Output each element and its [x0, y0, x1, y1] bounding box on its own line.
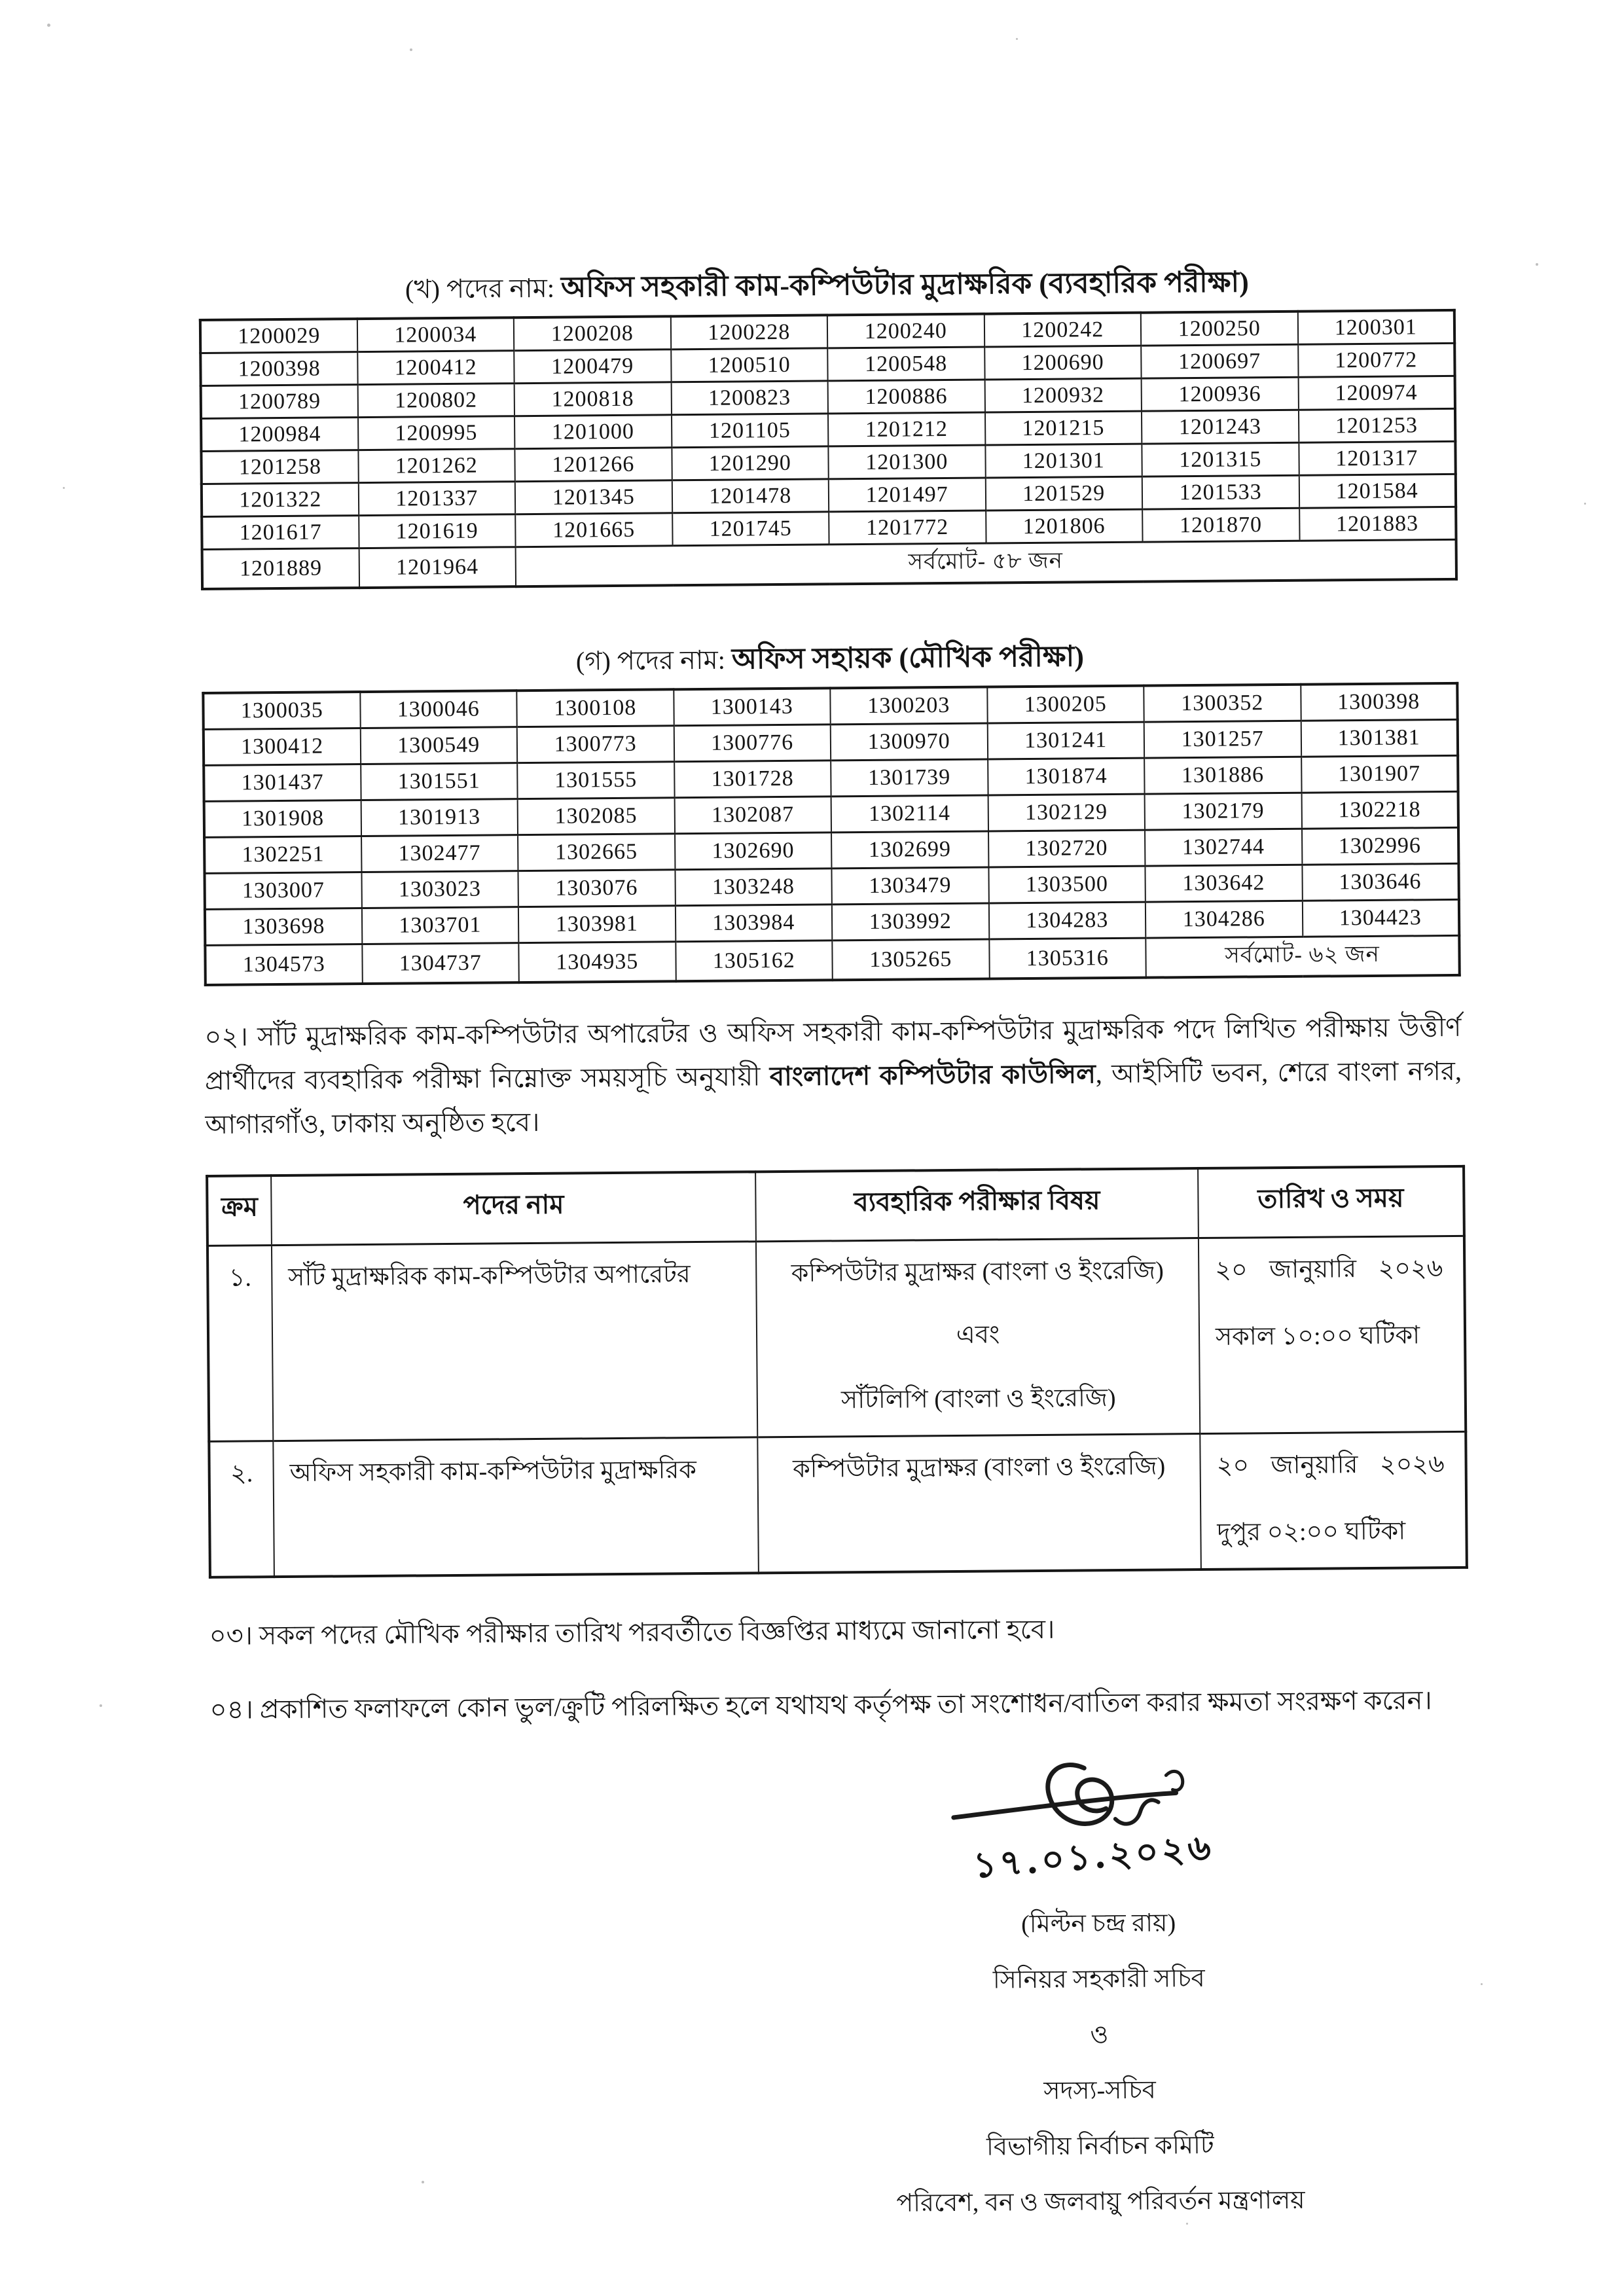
- roll-cell: 1200886: [828, 380, 985, 414]
- roll-cell: 1305265: [832, 939, 989, 980]
- schedule-2-serial: ২.: [209, 1441, 274, 1577]
- roll-cell: 1200818: [514, 382, 672, 416]
- roll-cell: 1201665: [515, 513, 672, 547]
- roll-cell: 1300773: [517, 726, 674, 763]
- roll-cell: 1302996: [1301, 827, 1458, 865]
- roll-cell: 1201317: [1299, 441, 1456, 475]
- paragraph-04: ০৪। প্রকাশিত ফলাফলে কোন ভুল/ক্রুটি পরিলক্ষিত হলে যথাযথ কর্তৃপক্ষ তা সংশোধন/বাতিল করার ক্ষমতা সংরক্ষণ করেন।: [209, 1685, 1432, 1725]
- roll-cell: 1303642: [1145, 865, 1302, 902]
- roll-cell: 1200398: [200, 352, 357, 386]
- roll-cell: 1201889: [202, 548, 359, 589]
- roll-cell: 1303698: [205, 908, 362, 946]
- roll-cell: 1201533: [1142, 475, 1299, 509]
- schedule-row-1: [208, 1236, 1466, 1441]
- roll-cell: 1200479: [514, 350, 671, 384]
- speck: [1584, 503, 1586, 505]
- roll-cell: 1200029: [200, 319, 357, 353]
- roll-cell: 1305316: [989, 938, 1146, 978]
- schedule-1-post: সাঁট মুদ্রাক্ষরিক কাম-কম্পিউটার অপারেটর: [272, 1241, 757, 1441]
- roll-cell: 1201300: [828, 445, 985, 479]
- roll-cell: 1200034: [357, 317, 514, 351]
- roll-cell: 1302087: [674, 797, 831, 834]
- roll-cell: 1301886: [1144, 757, 1301, 794]
- roll-cell: 1304286: [1146, 901, 1303, 938]
- roll-cell: 1303500: [988, 866, 1146, 903]
- roll-cell: 1200240: [827, 314, 984, 348]
- schedule-row-2: [209, 1431, 1467, 1577]
- roll-cell: 1200228: [670, 315, 827, 349]
- schedule-table: [206, 1164, 1468, 1578]
- roll-cell: 1302179: [1145, 793, 1302, 830]
- roll-cell: 1303981: [518, 906, 676, 943]
- schedule-1-time: সকাল ১০:০০ ঘটিকা: [1215, 1321, 1420, 1351]
- paragraph-02-text: ০২। সাঁট মুদ্রাক্ষরিক কাম-কম্পিউটার অপারেটর ও অফিস সহকারী কাম-কম্পিউটার মুদ্রাক্ষরিক পদে লিখিত পরীক্ষায় উত্তীর্ণ প্রার্থীদের ব্যবহারিক পরীক্ষা নিম্নোক্ত সময়সূচি অনুযায়ী: [204, 1012, 1462, 1096]
- signer-conjunction: ও: [1090, 2021, 1109, 2049]
- roll-cell: 1200208: [514, 316, 671, 350]
- roll-cell: 1302744: [1145, 829, 1302, 866]
- roll-cell: 1200301: [1297, 310, 1454, 344]
- signer-ministry: পরিবেশ, বন ও জলবায়ু পরিবর্তন মন্ত্রণালয়: [896, 2186, 1305, 2217]
- section-ga-title-prefix: (গ) পদের নাম:: [575, 645, 732, 676]
- roll-cell: 1301908: [204, 800, 361, 838]
- roll-cell: 1200772: [1298, 343, 1455, 377]
- schedule-2-subject-line1: কম্পিউটার মুদ্রাক্ষর (বাংলা ও ইংরেজি): [792, 1452, 1166, 1483]
- speck: [63, 487, 65, 489]
- roll-cell: 1302129: [988, 794, 1145, 831]
- roll-cell: 1201806: [986, 509, 1143, 543]
- roll-cell: 1201105: [672, 414, 829, 448]
- schedule-1-serial: ১.: [208, 1245, 273, 1441]
- schedule-1-datetime: [1199, 1236, 1466, 1433]
- roll-cell: 1301381: [1301, 719, 1458, 757]
- roll-cell: 1303479: [831, 867, 988, 905]
- roll-cell: 1304423: [1302, 899, 1459, 937]
- schedule-1-subject-line3: সাঁটলিপি (বাংলা ও ইংরেজি): [840, 1384, 1116, 1414]
- roll-cell: 1302665: [518, 834, 675, 871]
- roll-cell: 1303248: [675, 869, 832, 906]
- roll-cell: 1301437: [204, 764, 361, 802]
- handwritten-date: ১৭.০১.২০২৬: [971, 1825, 1216, 1886]
- schedule-header-row: [207, 1166, 1464, 1246]
- roll-cell: 1201258: [201, 450, 358, 484]
- roll-cell: 1201619: [359, 514, 516, 548]
- roll-cell: 1302699: [831, 831, 988, 869]
- roll-cell: 1200412: [357, 351, 514, 385]
- roll-cell: 1201617: [202, 516, 359, 550]
- total-cell: সর্বমোট- ৬২ জন: [1146, 935, 1459, 977]
- speck: [99, 1704, 102, 1707]
- roll-cell: 1301907: [1301, 755, 1458, 793]
- roll-cell: 1200548: [827, 347, 984, 381]
- roll-cell: 1301257: [1144, 721, 1301, 758]
- section-ga-title: [202, 636, 1458, 681]
- speck: [1481, 1983, 1483, 1985]
- roll-cell: 1200984: [201, 418, 358, 452]
- roll-cell: 1201215: [984, 411, 1142, 445]
- section-kha-title-prefix: (খ) পদের নাম:: [405, 273, 562, 304]
- roll-cell: 1201478: [672, 479, 829, 513]
- roll-cell: 1200250: [1141, 312, 1298, 346]
- roll-cell: 1201315: [1142, 442, 1299, 476]
- section-kha-title: [198, 262, 1455, 308]
- roll-cell: 1200995: [358, 416, 515, 450]
- roll-cell: 1301913: [361, 799, 518, 836]
- paragraph-03: ০৩। সকল পদের মৌখিক পরীক্ষার তারিখ পরবর্তীতে বিজ্ঞপ্তির মাধ্যমে জানানো হবে।: [209, 1614, 1055, 1651]
- roll-cell: 1303076: [518, 870, 675, 907]
- speck: [410, 48, 412, 51]
- col-header-date-time: তারিখ ও সময়: [1198, 1166, 1464, 1238]
- roll-cell: 1200936: [1142, 377, 1299, 411]
- roll-cell: 1302690: [675, 833, 832, 870]
- roll-cell: 1300046: [360, 691, 517, 728]
- schedule-2-time: দুপুর ০২:০০ ঘটিকা: [1217, 1517, 1406, 1547]
- roll-cell: 1300035: [203, 692, 360, 729]
- roll-cell: 1200697: [1141, 344, 1298, 378]
- roll-cell: 1201253: [1298, 408, 1455, 442]
- roll-cell: 1200823: [671, 381, 828, 415]
- paragraph-02: [204, 1005, 1462, 1147]
- schedule-2-date: ২০ জানুয়ারি ২০২৬: [1216, 1450, 1445, 1480]
- roll-cell: 1201529: [985, 476, 1142, 511]
- schedule-1-subject-line2: এবং: [956, 1320, 1000, 1349]
- col-header-exam-subject: ব্যবহারিক পরীক্ষার বিষয়: [755, 1168, 1199, 1242]
- roll-cell: 1300412: [204, 728, 361, 766]
- schedule-2-datetime: [1200, 1431, 1467, 1570]
- roll-cell: 1201964: [359, 547, 516, 588]
- roll-cell: 1304737: [362, 943, 519, 984]
- roll-cell: 1201000: [514, 415, 672, 449]
- signer-name: (মিল্টন চন্দ্র রায়): [1020, 1909, 1176, 1939]
- roll-cell: 1200789: [201, 385, 358, 419]
- roll-cell: 1303646: [1302, 863, 1459, 901]
- roll-cell: 1201584: [1299, 474, 1456, 508]
- roll-cell: 1303007: [204, 872, 361, 910]
- roll-cell: 1304935: [518, 942, 676, 982]
- schedule-1-subject: [756, 1238, 1200, 1437]
- roll-cell: 1201870: [1142, 508, 1299, 542]
- roll-cell: 1301555: [517, 762, 674, 799]
- section-ga-post-name: অফিস সহায়ক: [731, 641, 892, 675]
- roll-cell: 1201772: [829, 511, 986, 545]
- roll-cell: 1200802: [357, 384, 514, 418]
- roll-cell: 1302085: [518, 798, 675, 835]
- roll-cell: 1302720: [988, 830, 1146, 867]
- roll-cell: 1200690: [984, 346, 1142, 380]
- roll-cell: 1201497: [829, 478, 986, 512]
- roll-cell: 1301874: [988, 758, 1145, 795]
- roll-cell: 1303992: [832, 903, 989, 941]
- roll-cell: 1300205: [987, 686, 1144, 723]
- roll-cell: 1300398: [1301, 683, 1458, 721]
- total-cell: সর্বমোট- ৫৮ জন: [516, 539, 1456, 586]
- schedule-1-date: ২০ জানুয়ারি ২০২৬: [1215, 1254, 1443, 1284]
- roll-cell: 1300203: [830, 687, 987, 725]
- roll-cell: 1300549: [360, 727, 517, 764]
- roll-cell: 1301728: [674, 761, 831, 798]
- roll-cell: 1302477: [361, 835, 518, 872]
- speck: [47, 24, 50, 27]
- roll-cell: 1302218: [1301, 791, 1458, 829]
- paragraph-02-text-end: , আইসিটি ভবন, শেরে বাংলা নগর, আগারগাঁও, ঢাকায় অনুষ্ঠিত হবে।: [205, 1056, 1462, 1140]
- roll-cell: 1200932: [984, 378, 1142, 412]
- roll-cell: 1201883: [1299, 507, 1456, 541]
- signature-block: [819, 1754, 1379, 2227]
- roll-cell: 1302114: [831, 795, 988, 833]
- roll-cell: 1303023: [361, 871, 518, 908]
- roll-cell: 1305162: [676, 941, 833, 981]
- roll-table-kha: [199, 309, 1458, 590]
- roll-cell: 1304573: [205, 944, 362, 985]
- roll-cell: 1200510: [671, 348, 828, 382]
- roll-table-ga: [202, 682, 1460, 986]
- speck: [422, 2181, 424, 2183]
- signer-designation-primary: সিনিয়র সহকারী সচিব: [992, 1964, 1205, 1994]
- schedule-2-subject: [757, 1433, 1201, 1573]
- roll-cell: 1300776: [674, 725, 831, 762]
- roll-cell: 1300108: [516, 689, 674, 726]
- roll-cell: 1201212: [828, 412, 985, 446]
- paragraph-02-venue-bold: বাংলাদেশ কম্পিউটার কাউন্সিল: [769, 1059, 1096, 1092]
- roll-cell: 1304283: [988, 902, 1146, 939]
- roll-cell: 1201337: [358, 482, 515, 516]
- speck: [1186, 2223, 1188, 2225]
- roll-cell: 1301551: [361, 763, 518, 800]
- schedule-2-post: অফিস সহকারী কাম-কম্পিউটার মুদ্রাক্ষরিক: [273, 1437, 759, 1576]
- roll-cell: 1301739: [831, 759, 988, 797]
- col-header-post-name: পদের নাম: [271, 1172, 756, 1245]
- signer-committee: বিভাগীয় নির্বাচন কমিটি: [986, 2131, 1214, 2161]
- speck: [1016, 38, 1018, 40]
- section-ga-exam-type: (মৌখিক পরীক্ষা): [892, 640, 1085, 674]
- roll-cell: 1301241: [987, 722, 1144, 759]
- section-kha-post-name: অফিস সহকারী কাম-কম্পিউটার মুদ্রাক্ষরিক: [560, 267, 1032, 304]
- roll-cell: 1303984: [675, 905, 832, 942]
- notice-content: [196, 0, 1471, 2231]
- roll-cell: 1201301: [985, 444, 1142, 478]
- roll-cell: 1201262: [358, 449, 515, 483]
- roll-cell: 1300352: [1144, 685, 1301, 722]
- roll-cell: 1300143: [674, 688, 831, 725]
- roll-cell: 1201290: [672, 446, 829, 480]
- roll-cell: 1201322: [202, 483, 359, 517]
- section-kha-exam-type: (ব্যবহারিক পরীক্ষা): [1032, 266, 1250, 300]
- schedule-1-subject-line1: কম্পিউটার মুদ্রাক্ষর (বাংলা ও ইংরেজি): [791, 1257, 1164, 1287]
- roll-cell: 1201345: [515, 480, 672, 514]
- roll-cell: 1302251: [204, 836, 361, 874]
- signer-designation-secondary: সদস্য-সচিব: [1043, 2076, 1157, 2105]
- roll-cell: 1303701: [361, 907, 518, 944]
- roll-cell: 1200242: [984, 313, 1141, 347]
- speck: [1536, 263, 1538, 266]
- roll-cell: 1201266: [514, 448, 672, 482]
- col-header-serial: ক্রম: [207, 1175, 272, 1246]
- roll-cell: 1200974: [1298, 376, 1455, 410]
- roll-cell: 1201745: [672, 512, 829, 546]
- roll-cell: 1201243: [1142, 410, 1299, 444]
- roll-cell: 1300970: [831, 723, 988, 761]
